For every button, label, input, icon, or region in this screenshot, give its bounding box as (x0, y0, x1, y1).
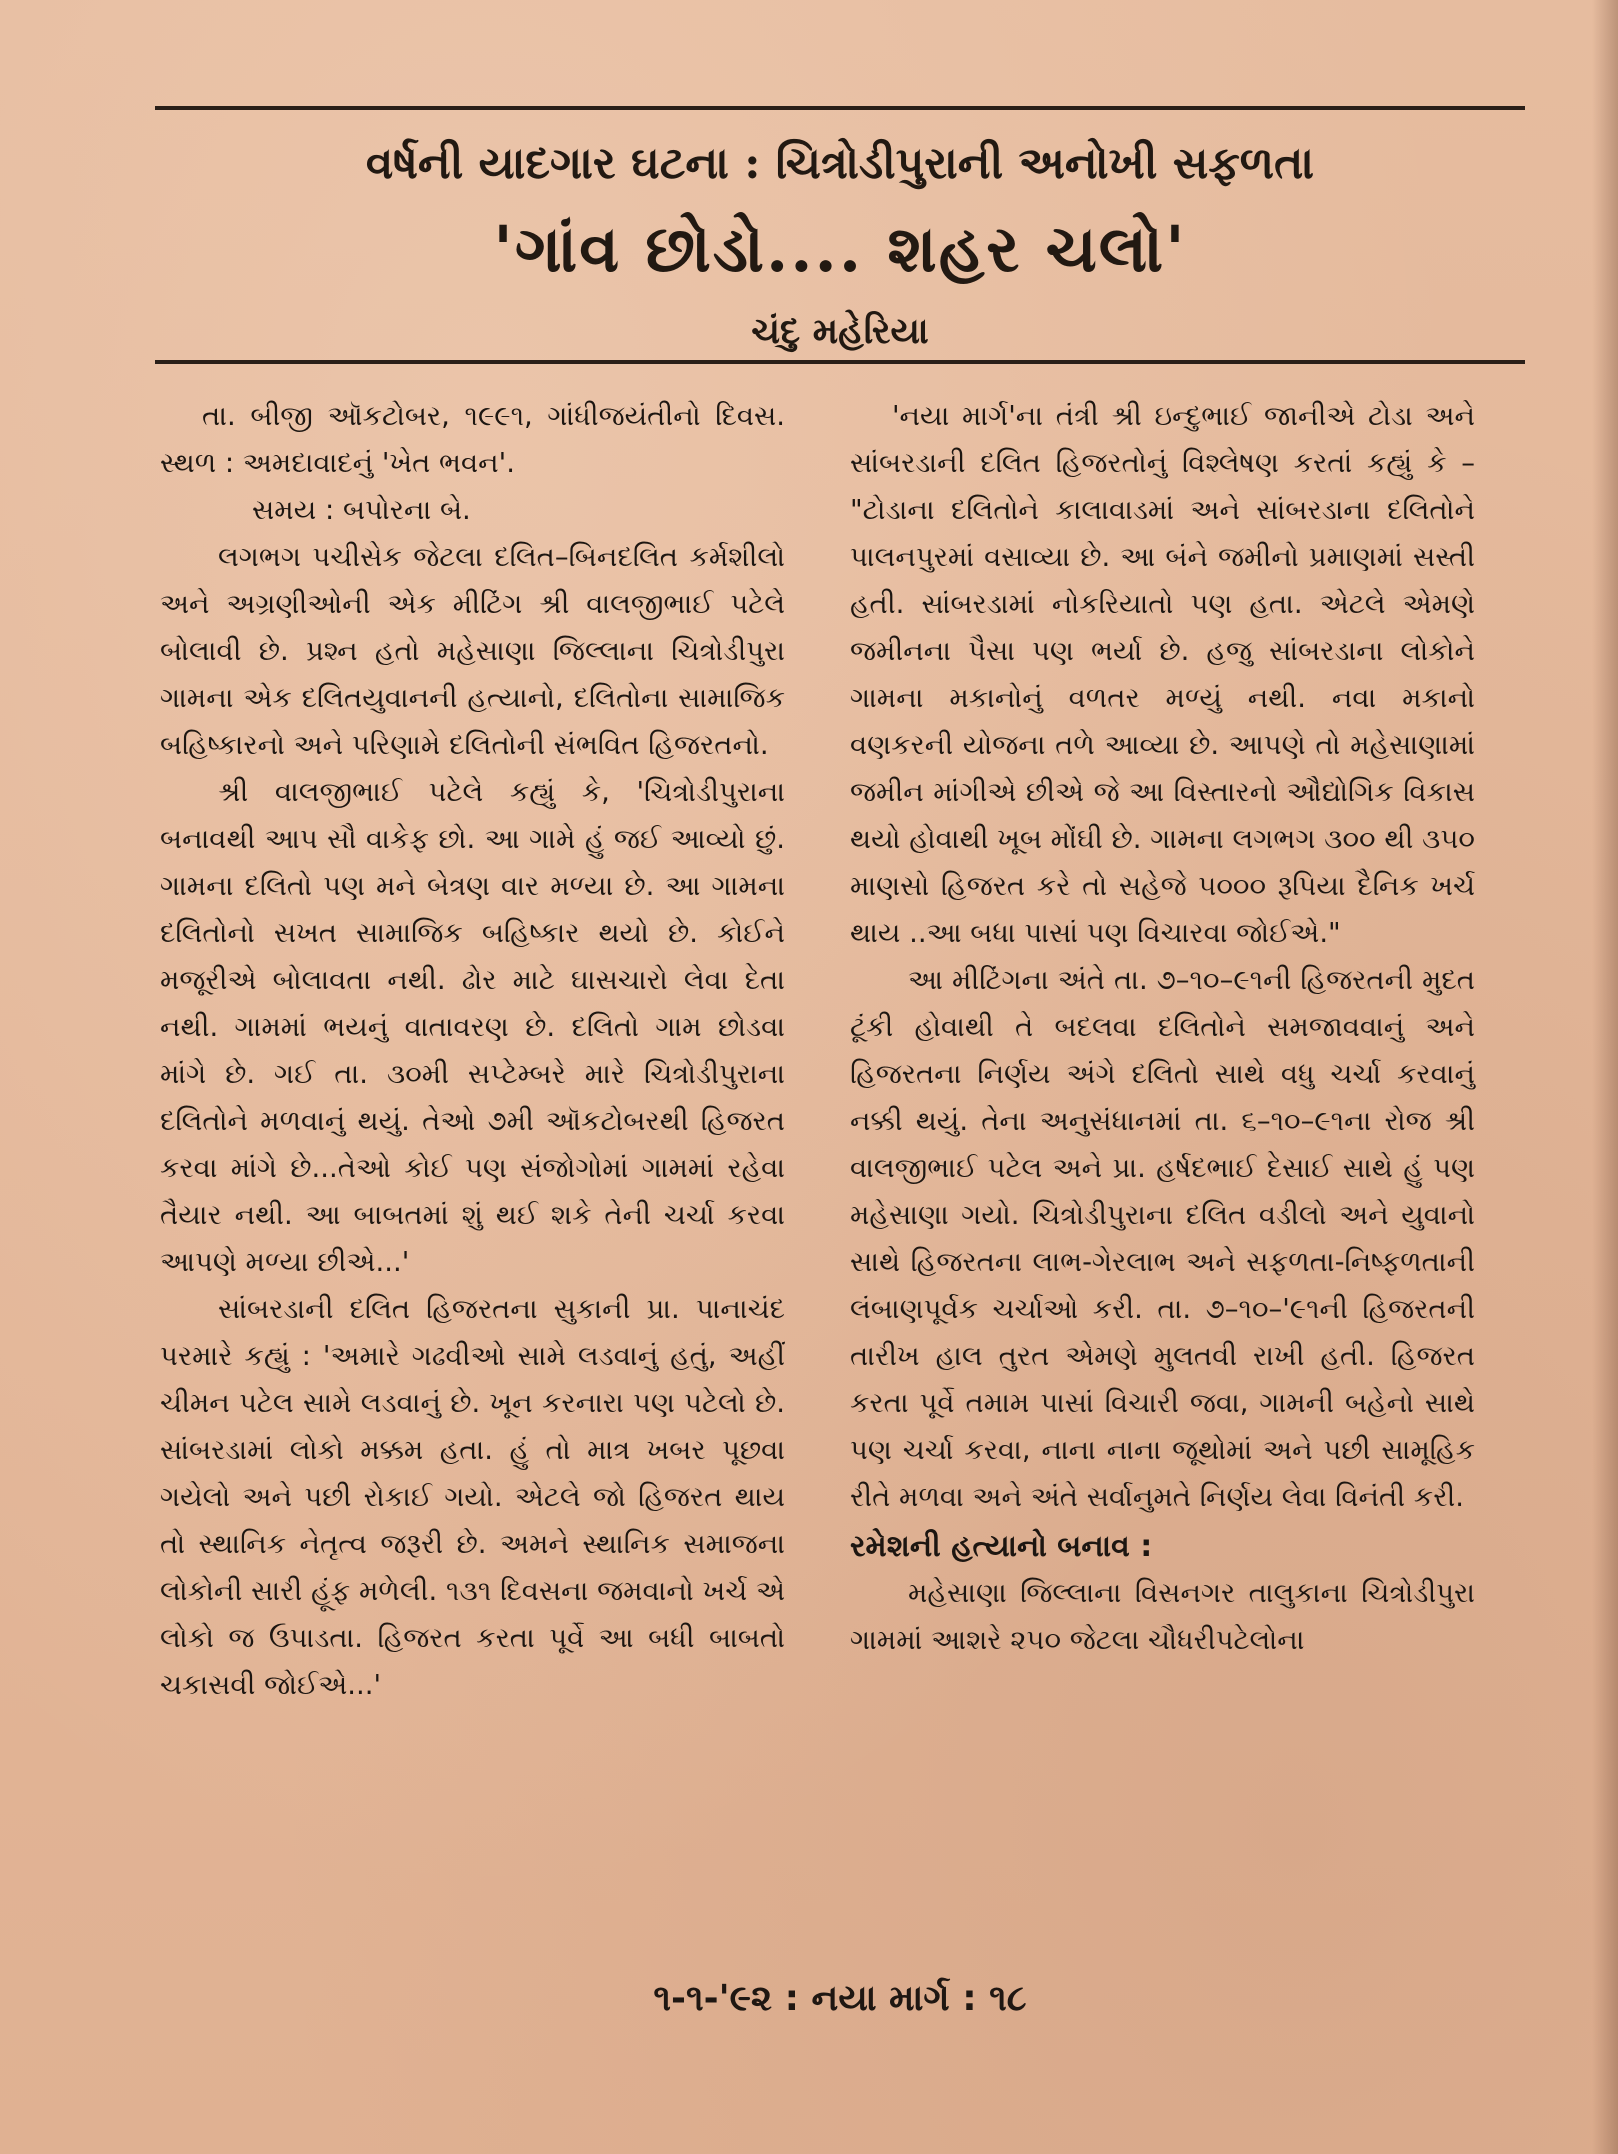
page-footer: ૧-૧-'૯૨ : નયા માર્ગ : ૧૮ (653, 1978, 1027, 2019)
right-column (850, 393, 1475, 1664)
left-paragraph-3: લગભગ પચીસેક જેટલા દલિત–બિનદલિત કર્મશીલો અને અગ્રણીઓની એક મીટિંગ શ્રી વાલજીભાઈ પટેલે બોલાવી છે. પ્રશ્ન હતો મહેસાણા જિલ્લાના ચિત્રોડીપુરા ગામના એક દલિતયુવાનની હત્યાનો, દલિતોના સામાજિક બહિષ્કારનો અને પરિણામે દલિતોની સંભવિત હિજરતનો. (160, 541, 785, 761)
left-paragraph-4: શ્રી વાલજીભાઈ પટેલે કહ્યું કે, 'ચિત્રોડીપુરાના બનાવથી આપ સૌ વાકેફ છો. આ ગામે હું જઈ આવ્યો છું. ગામના દલિતો પણ મને બેત્રણ વાર મળ્યા છે. આ ગામના દલિતોનો સખત સામાજિક બહિષ્કાર થયો છે. કોઈને મજૂરીએ બોલાવતા નથી. ઢોર માટે ઘાસચારો લેવા દેતા નથી. ગામમાં ભયનું વાતાવરણ છે. દલિતો ગામ છોડવા માંગે છે. ગઈ તા. ૩૦મી સપ્ટેમ્બરે મારે ચિત્રોડીપુરાના દલિતોને મળવાનું થયું. તેઓ ૭મી ઑકટોબરથી હિજરત કરવા માંગે છે...તેઓ કોઈ પણ સંજોગોમાં ગામમાં રહેવા તૈયાર નથી. આ બાબતમાં શું થઈ શકે તેની ચર્ચા કરવા આપણે મળ્યા છીએ...' (160, 776, 785, 1278)
right-paragraph-3: મહેસાણા જિલ્લાના વિસનગર તાલુકાના ચિત્રોડીપુરા ગામમાં આશરે ૨૫૦ જેટલા ચૌધરીપટેલોના (850, 1577, 1475, 1656)
author-rule (155, 360, 1525, 364)
page-edge-shadow (1592, 0, 1618, 2154)
left-paragraph-1: તા. બીજી ઑકટોબર, ૧૯૯૧, ગાંધીજયંતીનો દિવસ. સ્થળ : અમદાવાદનું 'ખેત ભવન'. (160, 400, 785, 479)
article-author: ચંદુ મહેરિયા (751, 310, 929, 352)
left-column (160, 393, 785, 1709)
right-paragraph-1: 'નયા માર્ગ'ના તંત્રી શ્રી ઇન્દુભાઈ જાનીએ ટોડા અને સાંબરડાની દલિત હિજરતોનું વિશ્લેષણ કરતાં કહ્યું કે – "ટોડાના દલિતોને કાલાવાડમાં અને સાંબરડાના દલિતોને પાલનપુરમાં વસાવ્યા છે. આ બંને જમીનો પ્રમાણમાં સસ્તી હતી. સાંબરડામાં નોકરિયાતો પણ હતા. એટલે એમણે જમીનના પૈસા પણ ભર્યા છે. હજુ સાંબરડાના લોકોને ગામના મકાનોનું વળતર મળ્યું નથી. નવા મકાનો વણકરની યોજના તળે આવ્યા છે. આપણે તો મહેસાણામાં જમીન માંગીએ છીએ જે આ વિસ્તારનો ઔદ્યોગિક વિકાસ થયો હોવાથી ખૂબ મોંઘી છે. ગામના લગભગ ૩૦૦ થી ૩૫૦ માણસો હિજરત કરે તો સહેજે ૫૦૦૦ રૂપિયા દૈનિક ખર્ચ થાય ..આ બધા પાસાં પણ વિચારવા જોઈએ." (850, 400, 1475, 949)
left-paragraph-2: સમય : બપોરના બે. (252, 494, 471, 526)
article-kicker: વર્ષની યાદગાર ઘટના : ચિત્રોડીપુરાની અનોખી સફળતા (365, 138, 1315, 189)
top-rule (155, 106, 1525, 110)
left-paragraph-5: સાંબરડાની દલિત હિજરતના સુકાની પ્રા. પાનાચંદ પરમારે કહ્યું : 'અમારે ગઢવીઓ સામે લડવાનું હતું, અહીં ચીમન પટેલ સામે લડવાનું છે. ખૂન કરનારા પણ પટેલો છે. સાંબરડામાં લોકો મક્કમ હતા. હું તો માત્ર ખબર પૂછવા ગયેલો અને પછી રોકાઈ ગયો. એટલે જો હિજરત થાય તો સ્થાનિક નેતૃત્વ જરૂરી છે. અમને સ્થાનિક સમાજના લોકોની સારી હૂંફ મળેલી. ૧૩૧ દિવસના જમવાનો ખર્ચ એ લોકો જ ઉપાડતા. હિજરત કરતા પૂર્વે આ બધી બાબતો ચકાસવી જોઈએ...' (160, 1293, 785, 1701)
section-subheading: રમેશની હત્યાનો બનાવ : (850, 1529, 1153, 1564)
article-headline: 'ગાંવ છોડો.... શહર ચલો' (493, 212, 1187, 287)
right-paragraph-2: આ મીટિંગના અંતે તા. ૭–૧૦–૯૧ની હિજરતની મુદત ટૂંકી હોવાથી તે બદલવા દલિતોને સમજાવવાનું અને હિજરતના નિર્ણય અંગે દલિતો સાથે વધુ ચર્ચા કરવાનું નક્કી થયું. તેના અનુસંધાનમાં તા. ૬–૧૦–૯૧ના રોજ શ્રી વાલજીભાઈ પટેલ અને પ્રા. હર્ષદભાઈ દેસાઈ સાથે હું પણ મહેસાણા ગયો. ચિત્રોડીપુરાના દલિત વડીલો અને યુવાનો સાથે હિજરતના લાભ-ગેરલાભ અને સફળતા-નિષ્ફળતાની લંબાણપૂર્વક ચર્ચાઓ કરી. તા. ૭–૧૦–'૯૧ની હિજરતની તારીખ હાલ તુરત એમણે મુલતવી રાખી હતી. હિજરત કરતા પૂર્વે તમામ પાસાં વિચારી જવા, ગામની બહેનો સાથે પણ ચર્ચા કરવા, નાના નાના જૂથોમાં અને પછી સામૂહિક રીતે મળવા અને અંતે સર્વાનુમતે નિર્ણય લેવા વિનંતી કરી. (850, 964, 1475, 1513)
